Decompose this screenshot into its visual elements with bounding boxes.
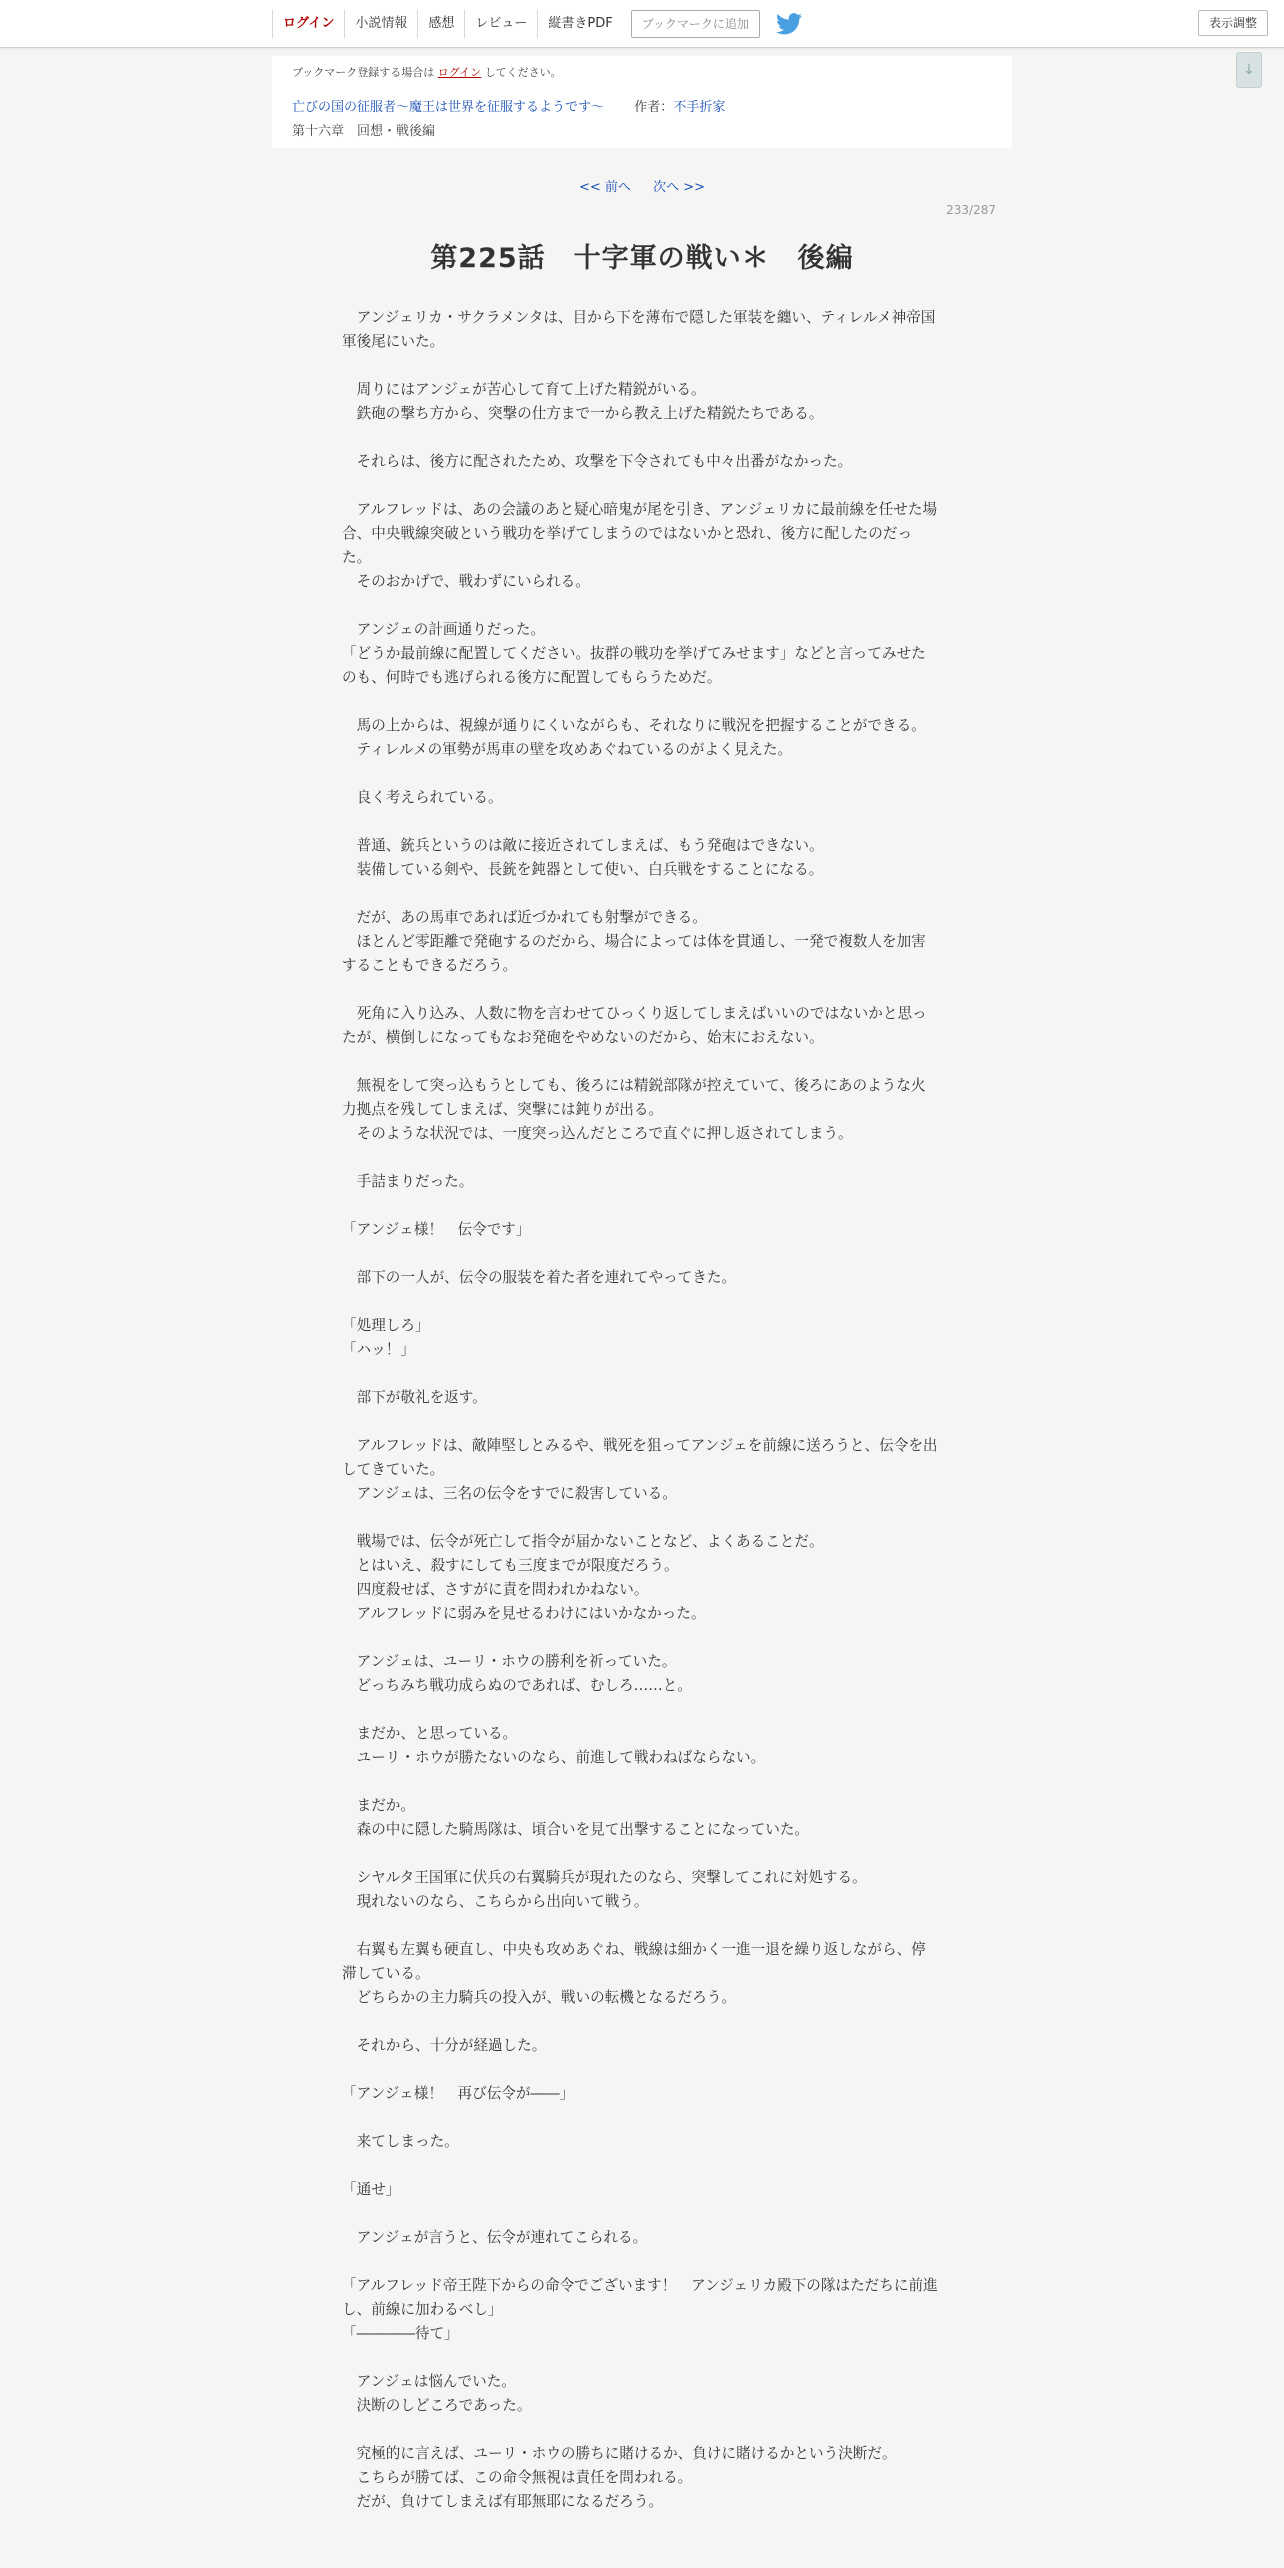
body-line xyxy=(342,810,938,834)
body-line xyxy=(342,426,938,450)
novel-title-line xyxy=(292,96,725,115)
body-line: 装備している剣や、長銃を鈍器として使い、白兵戦をすることになる。 xyxy=(342,861,824,878)
display-settings-button[interactable]: 表示調整 xyxy=(1198,10,1268,36)
body-line: まだか。 xyxy=(342,1797,415,1814)
body-line xyxy=(342,1242,938,1266)
body-line: アルフレッドは、敵陣堅しとみるや、戦死を狙ってアンジェを前線に送ろうと、伝令を出してきていた。 xyxy=(342,1437,938,1478)
novel-body xyxy=(342,306,938,2514)
body-line: 右翼も左翼も硬直し、中央も攻めあぐね、戦線は細かく一進一退を繰り返しながら、停滞している。 xyxy=(342,1941,926,1982)
next-episode-link[interactable]: 次へ >> xyxy=(653,180,705,195)
add-bookmark-button[interactable]: ブックマークに追加 xyxy=(631,10,760,38)
episode-number: 233/287 xyxy=(946,203,996,217)
body-line: 現れないのなら、こちらから出向いて戦う。 xyxy=(342,1893,649,1910)
body-line: ティレルメの軍勢が馬車の壁を攻めあぐねているのがよく見えた。 xyxy=(342,741,793,758)
author-link[interactable]: 不手折家 xyxy=(673,100,726,115)
body-line: だが、あの馬車であれば近づかれても射撃ができる。 xyxy=(342,909,707,926)
notice-login-link[interactable]: ログイン xyxy=(437,66,482,79)
top-navigation-bar xyxy=(0,0,1284,48)
body-line: 来てしまった。 xyxy=(342,2133,459,2150)
body-line: だが、負けてしまえば有耶無耶になるだろう。 xyxy=(342,2493,664,2510)
episode-title: 第225話 十字軍の戦い＊ 後編 xyxy=(430,243,854,274)
body-line: どちらかの主力騎兵の投入が、戦いの転機となるだろう。 xyxy=(342,1989,737,2006)
body-line: 鉄砲の撃ち方から、突撃の仕方まで一から教え上げた精鋭たちである。 xyxy=(342,405,824,422)
body-line: 「アンジェ様！ 再び伝令が――」 xyxy=(342,2085,575,2102)
novel-title-link[interactable]: 亡びの国の征服者～魔王は世界を征服するようです～ xyxy=(292,100,605,115)
body-line: どっちみち戦功成らぬのであれば、むしろ……と。 xyxy=(342,1677,692,1694)
prev-episode-link[interactable]: << 前へ xyxy=(579,180,631,195)
body-line: アンジェは悩んでいた。 xyxy=(342,2373,516,2390)
body-line xyxy=(342,978,938,1002)
notice-text-after: してください。 xyxy=(484,66,562,79)
body-line xyxy=(342,1626,938,1650)
body-line: 部下が敬礼を返す。 xyxy=(342,1389,487,1406)
body-line: 死角に入り込み、人数に物を言わせてひっくり返してしまえばいいのではないかと思ったが、横倒しになってもなお発砲をやめないのだから、始末におえない。 xyxy=(342,1005,927,1046)
body-line xyxy=(342,1050,938,1074)
body-line xyxy=(342,690,938,714)
body-line xyxy=(342,882,938,906)
body-line xyxy=(342,474,938,498)
body-line xyxy=(342,2418,938,2442)
body-line xyxy=(342,1194,938,1218)
notice-text-before: ブックマーク登録する場合は xyxy=(292,66,435,79)
body-line xyxy=(342,1146,938,1170)
chapter-title: 第十六章 回想・戦後編 xyxy=(292,124,436,139)
body-line: まだか、と思っている。 xyxy=(342,1725,518,1742)
body-line: そのような状況では、一度突っ込んだところで直ぐに押し返されてしまう。 xyxy=(342,1125,853,1142)
body-line: アンジェが言うと、伝令が連れてこられる。 xyxy=(342,2229,648,2246)
body-line xyxy=(342,2010,938,2034)
body-line: 無視をして突っ込もうとしても、後ろには精鋭部隊が控えていて、後ろにあのような火力拠点を残してしまえば、突撃には鈍りが出る。 xyxy=(342,1077,926,1118)
body-line: アルフレッドは、あの会議のあと疑心暗鬼が尾を引き、アンジェリカに最前線を任せた場合、中央戦線突破という戦功を挙げてしまうのではないかと恐れ、後方に配したのだった。 xyxy=(342,501,938,566)
author-label: 作者： xyxy=(634,100,674,115)
body-line: 四度殺せば、さすがに責を問われかねない。 xyxy=(342,1581,649,1598)
body-line: アンジェリカ・サクラメンタは、目から下を薄布で隠した軍装を纏い、ティレルメ神帝国軍後尾にいた。 xyxy=(342,309,936,350)
body-line: アルフレッドに弱みを見せるわけにはいかなかった。 xyxy=(342,1605,706,1622)
novel-info-box xyxy=(272,56,1012,148)
body-line: シヤルタ王国軍に伏兵の右翼騎兵が現れたのなら、突撃してこれに対処する。 xyxy=(342,1869,867,1886)
body-line xyxy=(342,1290,938,1314)
body-line xyxy=(342,1410,938,1434)
login-notice xyxy=(292,64,562,80)
nav-impressions[interactable]: 感想 xyxy=(417,10,464,38)
body-line xyxy=(342,354,938,378)
body-line: それから、十分が経過した。 xyxy=(342,2037,547,2054)
scroll-down-button[interactable]: ↓ xyxy=(1236,52,1262,88)
nav-menu xyxy=(272,10,802,38)
body-line: アンジェの計画通りだった。 xyxy=(342,621,546,638)
body-line: 馬の上からは、視線が通りにくいながらも、それなりに戦況を把握することができる。 xyxy=(342,717,926,734)
nav-vertical-pdf[interactable]: 縦書きPDF xyxy=(537,10,622,38)
body-line: ほとんど零距離で発砲するのだから、場合によっては体を貫通し、一発で複数人を加害することもできるだろう。 xyxy=(342,933,926,974)
body-line xyxy=(342,2106,938,2130)
body-line xyxy=(342,1770,938,1794)
body-line xyxy=(342,1842,938,1866)
body-line: そのおかげで、戦わずにいられる。 xyxy=(342,573,590,590)
body-line: 「アルフレッド帝王陛下からの命令でございます！ アンジェリカ殿下の隊はただちに前進し、前線に加わるべし」 xyxy=(342,2277,938,2318)
body-line: 良く考えられている。 xyxy=(342,789,503,806)
body-line xyxy=(342,2154,938,2178)
body-line xyxy=(342,2058,938,2082)
body-line xyxy=(342,1698,938,1722)
twitter-icon[interactable] xyxy=(776,13,802,35)
nav-login[interactable]: ログイン xyxy=(272,10,344,38)
body-line: とはいえ、殺すにしても三度までが限度だろう。 xyxy=(342,1557,679,1574)
body-line: 周りにはアンジェが苦心して育て上げた精鋭がいる。 xyxy=(342,381,706,398)
body-line: 「アンジェ様！ 伝令です」 xyxy=(342,1221,531,1238)
body-line: ユーリ・ホウが勝たないのなら、前進して戦わねばならない。 xyxy=(342,1749,766,1766)
body-line xyxy=(342,2346,938,2370)
body-line xyxy=(342,2202,938,2226)
body-line: 森の中に隠した騎馬隊は、頃合いを見て出撃することになっていた。 xyxy=(342,1821,810,1838)
body-line: アンジェは、ユーリ・ホウの勝利を祈っていた。 xyxy=(342,1653,677,1670)
body-line xyxy=(342,1914,938,1938)
body-line: 手詰まりだった。 xyxy=(342,1173,474,1190)
body-line: 「――――待て」 xyxy=(342,2325,459,2342)
episode-pager xyxy=(0,176,1284,195)
body-line xyxy=(342,762,938,786)
body-line xyxy=(342,594,938,618)
body-line: 決断のしどころであった。 xyxy=(342,2397,532,2414)
body-line: 「ハッ！」 xyxy=(342,1341,415,1358)
body-line: 究極的に言えば、ユーリ・ホウの勝ちに賭けるか、負けに賭けるかという決断だ。 xyxy=(342,2445,897,2462)
body-line: 普通、銃兵というのは敵に接近されてしまえば、もう発砲はできない。 xyxy=(342,837,824,854)
nav-novel-info[interactable]: 小説情報 xyxy=(344,10,417,38)
body-line: それらは、後方に配されたため、攻撃を下令されても中々出番がなかった。 xyxy=(342,453,853,470)
body-line: 「どうか最前線に配置してください。抜群の戦功を挙げてみせます」などと言ってみせたのも、何時でも逃げられる後方に配置してもらうためだ。 xyxy=(342,645,926,686)
body-line: 戦場では、伝令が死亡して指令が届かないことなど、よくあることだ。 xyxy=(342,1533,824,1550)
nav-review[interactable]: レビュー xyxy=(464,10,537,38)
body-line: 「通せ」 xyxy=(342,2181,401,2198)
body-line: 「処理しろ」 xyxy=(342,1317,430,1334)
body-line xyxy=(342,2250,938,2274)
body-line: アンジェは、三名の伝令をすでに殺害している。 xyxy=(342,1485,677,1502)
body-line: こちらが勝てば、この命令無視は責任を問われる。 xyxy=(342,2469,693,2486)
body-line xyxy=(342,1506,938,1530)
body-line: 部下の一人が、伝令の服装を着た者を連れてやってきた。 xyxy=(342,1269,737,1286)
body-line xyxy=(342,1362,938,1386)
